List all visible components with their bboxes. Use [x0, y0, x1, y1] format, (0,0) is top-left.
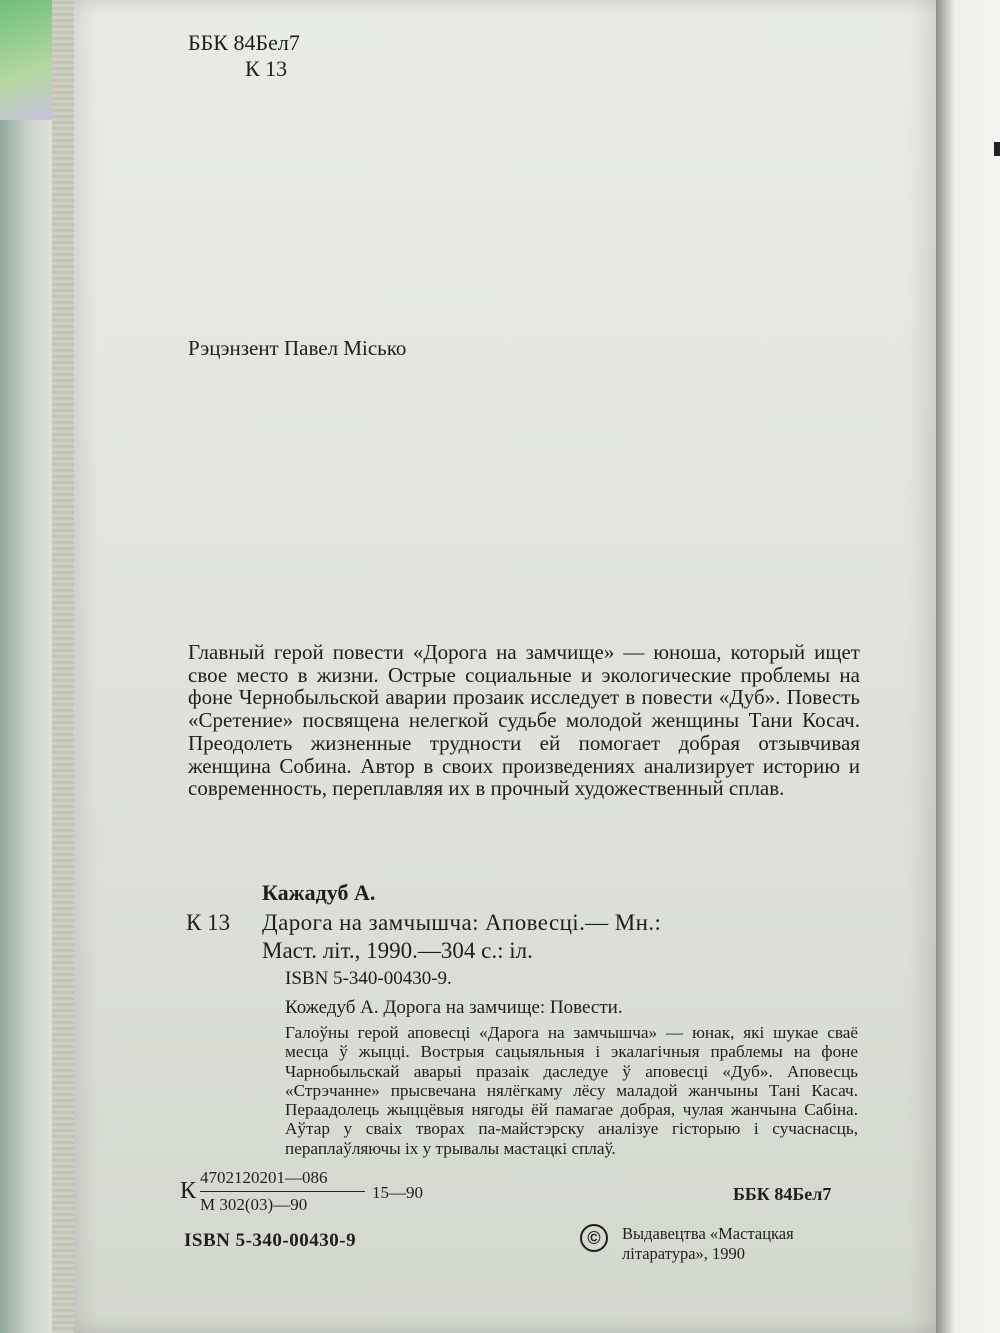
catalog-author: Кажадуб А.: [262, 880, 376, 905]
annotation-russian: Главный герой повести «Дорога на замчище» — юноша, который ищет свое место в жизни. Острые социальные и экологические проблемы на фоне Чернобыльской аварии прозаик исследует в повести «Дуб». Повесть «Сретение» посвящена нелегкой судьбе молодой женщины Тани Косач. Преодолеть жизненные трудности ей помогает добрая отзывчивая женщина Собина. Автор в своих произведениях анализирует историю и современность, переплавляя их в прочный художественный сплав.: [188, 640, 860, 801]
fraction-bar: [200, 1191, 365, 1192]
copyright-icon: ©: [580, 1224, 608, 1252]
code-denominator: М 302(03)—90: [200, 1195, 308, 1214]
code-numerator: 4702120201—086: [200, 1168, 328, 1187]
catalog-title-line: Дарога на замчышча: Аповесці.— Мн.:: [262, 910, 662, 935]
catalog-index: К 13: [186, 910, 231, 935]
code-suffix: 15—90: [372, 1183, 423, 1202]
catalog-russian-title: Кожедуб А. Дорога на замчище: Повести.: [285, 997, 623, 1018]
book-spine: [52, 0, 74, 1333]
publisher-line-1: Выдавецтва «Мастацкая: [622, 1224, 794, 1243]
catalog-publisher-line: Маст. літ., 1990.—304 с.: іл.: [262, 938, 533, 963]
left-background: [0, 0, 60, 1333]
isbn-bottom: ISBN 5-340-00430-9: [184, 1230, 357, 1251]
catalog-isbn: ISBN 5-340-00430-9.: [285, 968, 452, 989]
reviewer-line: Рэцэнзент Павел Місько: [188, 336, 407, 360]
code-letter: К: [180, 1178, 197, 1204]
bbk-code: ББК 84Бел7: [188, 30, 300, 55]
facing-page-mark: [994, 142, 1000, 156]
facing-page-edge: [936, 0, 1000, 1333]
publisher-line-2: літаратура», 1990: [622, 1244, 746, 1263]
catalog-summary-belarusian: Галоўны герой аповесці «Дарога на замчышча» — юнак, які шукае сваё месца ў жыцці. Вострыя сацыяльныя і экалагічныя праблемы на фоне Чарнобыльскай аварыі празаік даследуе ў аповесці «Дуб». Аповесць «Стрэчанне» прысвечана нялёгкаму лёсу маладой жанчыны Тані Касач. Пераадолець жыццёвыя нягоды ёй памагае добрая, чулая жанчына Сабіна. Аўтар у сваіх творах па-майстэрску аналізуе гісторыю і сучаснасць, пераплаўляючы іх у трывалы мастацкі сплаў.: [285, 1023, 858, 1158]
bbk-code-bottom: ББК 84Бел7: [733, 1184, 832, 1204]
author-sign: К 13: [245, 56, 288, 81]
background-cover-fragment: [0, 0, 55, 120]
